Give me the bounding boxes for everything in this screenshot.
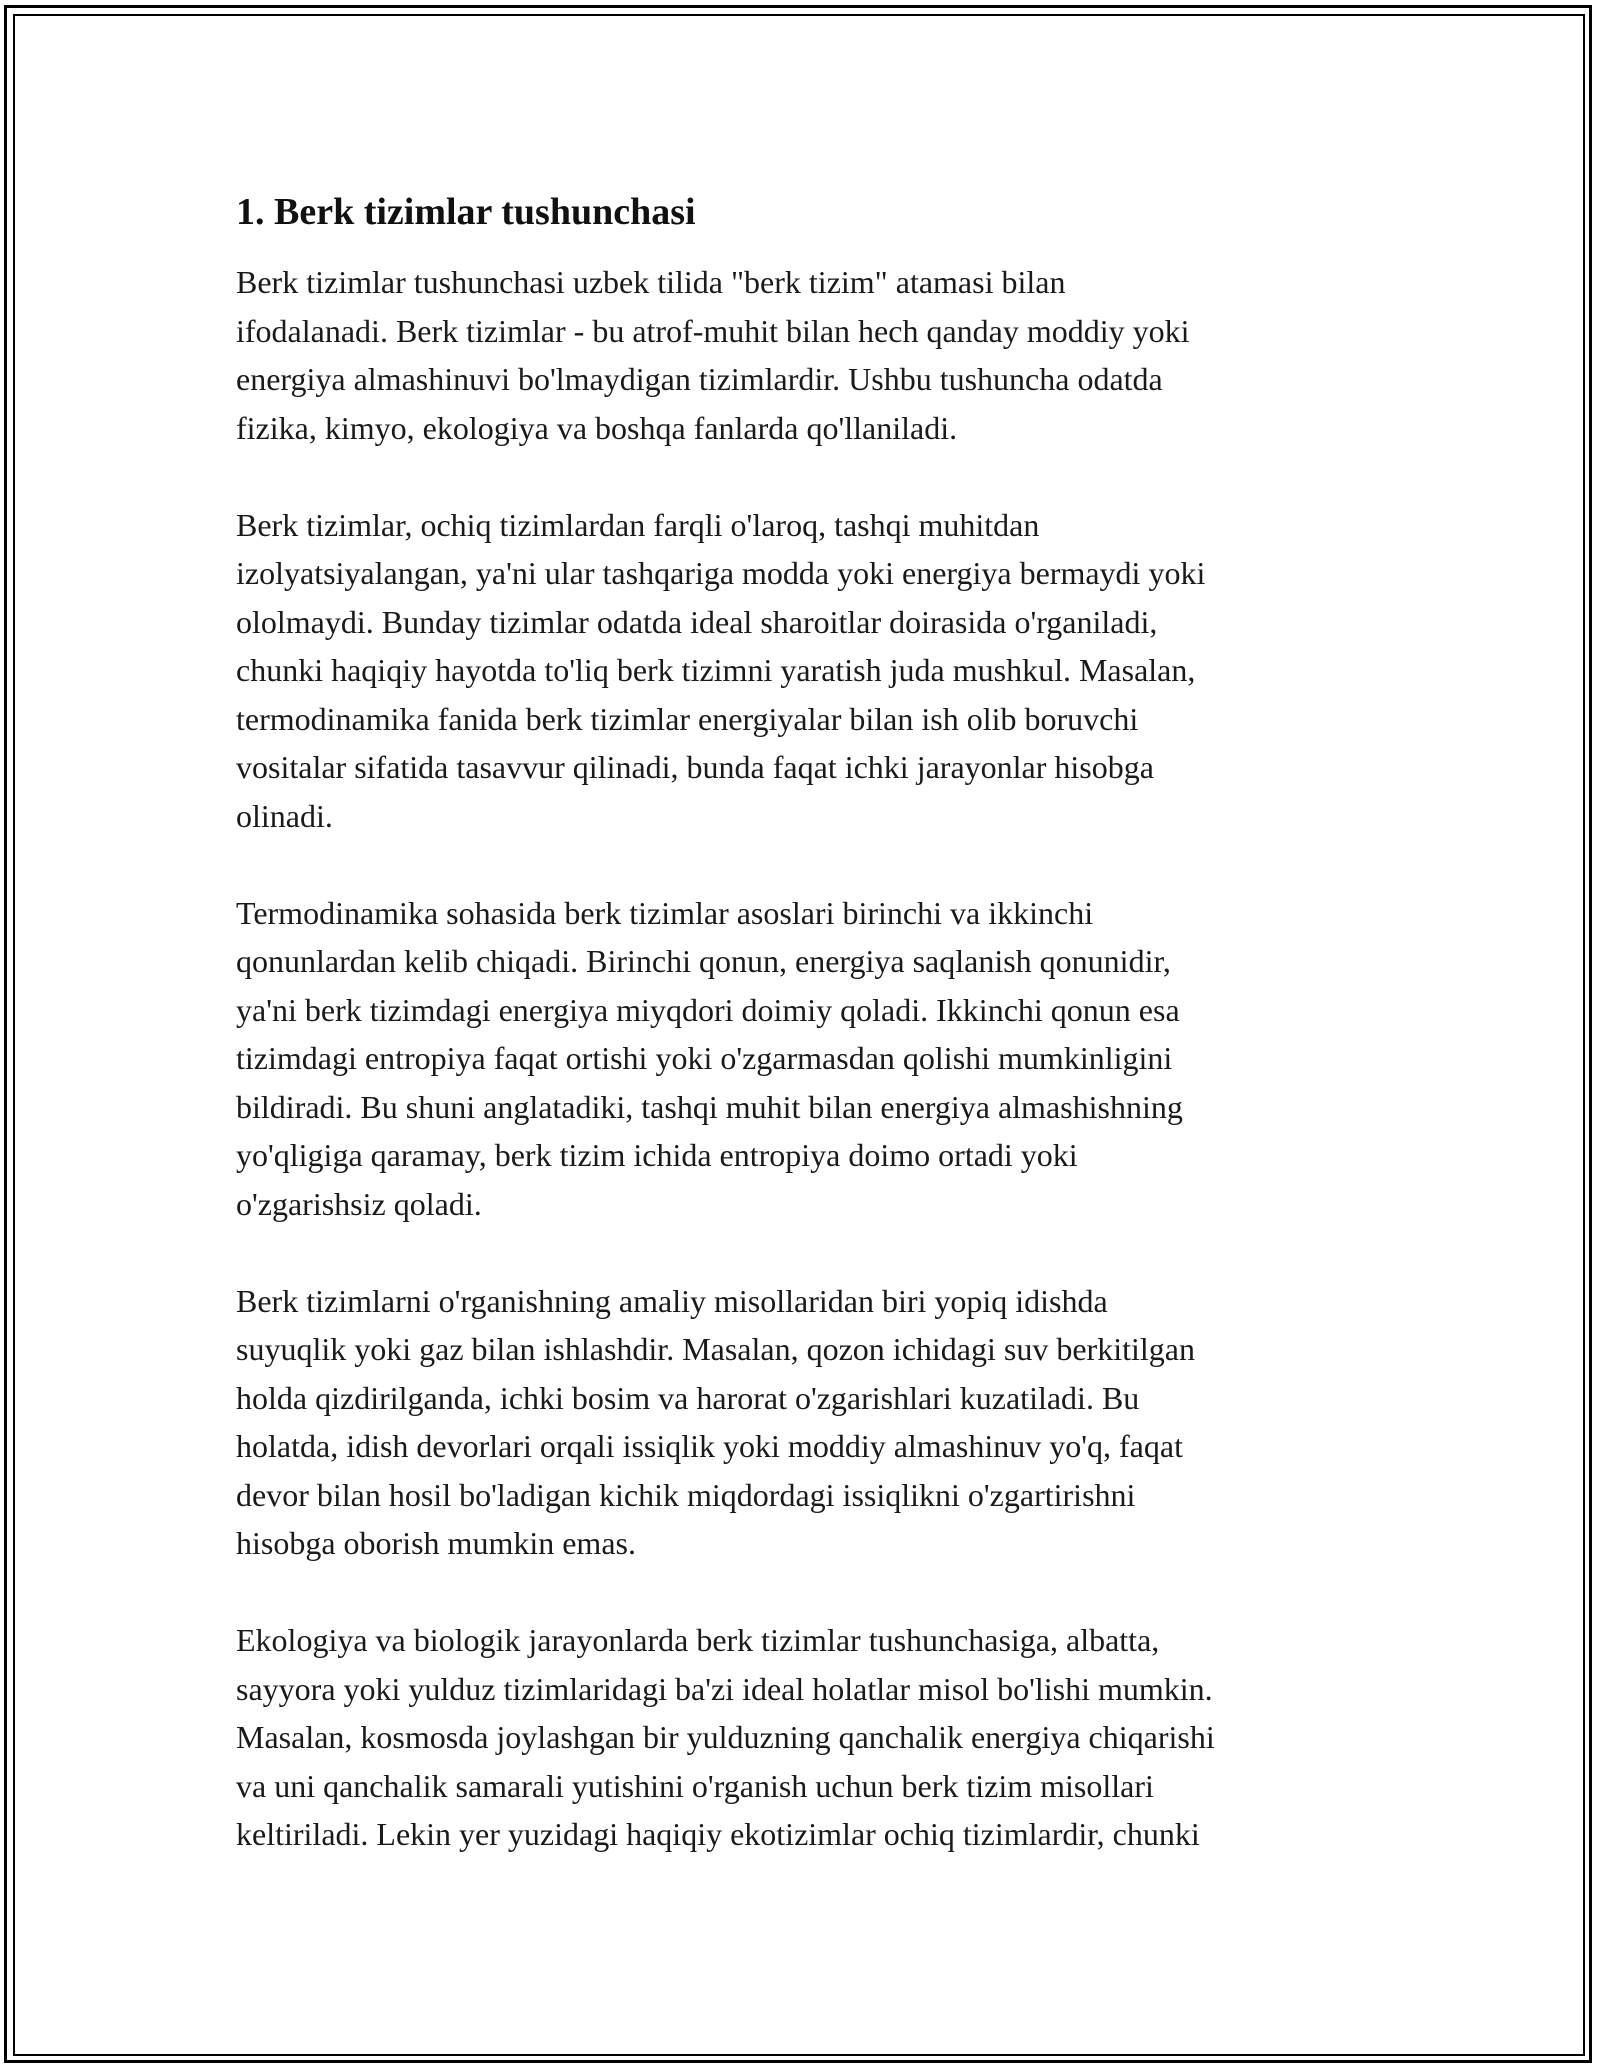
document-body	[236, 186, 1376, 1907]
body-paragraph	[236, 1616, 1376, 1859]
text-line: olinadi.	[236, 797, 333, 834]
paragraph-list	[236, 258, 1376, 1859]
text-line: chunki haqiqiy hayotda to'liq berk tizimni yaratish juda mushkul. Masalan,	[236, 652, 1196, 688]
text-line: ya'ni berk tizimdagi energiya miyqdori doimiy qoladi. Ikkinchi qonun esa	[236, 991, 1180, 1028]
text-line: ifodalanadi. Berk tizimlar - bu atrof-muhit bilan hech qanday moddiy yoki	[236, 312, 1190, 349]
text-line: Berk tizimlar tushunchasi uzbek tilida "berk tizim" atamasi bilan	[236, 264, 1066, 300]
text-line: izolyatsiyalangan, ya'ni ular tashqariga modda yoki energiya bermaydi yoki	[236, 555, 1206, 591]
text-line: qonunlardan kelib chiqadi. Birinchi qonun, energiya saqlanish qonunidir,	[236, 943, 1171, 979]
section-heading: 1. Berk tizimlar tushunchasi	[236, 191, 696, 233]
text-line: vositalar sifatida tasavvur qilinadi, bunda faqat ichki jarayonlar hisobga	[236, 749, 1154, 785]
text-line: Berk tizimlarni o'rganishning amaliy misollaridan biri yopiq idishda	[236, 1282, 1108, 1319]
text-line: energiya almashinuvi bo'lmaydigan tizimlardir. Ushbu tushuncha odatda	[236, 361, 1163, 397]
text-line: holda qizdirilganda, ichki bosim va harorat o'zgarishlari kuzatiladi. Bu	[236, 1379, 1140, 1416]
text-line: fizika, kimyo, ekologiya va boshqa fanlarda qo'llaniladi.	[236, 409, 958, 446]
text-line: suyuqlik yoki gaz bilan ishlashdir. Masalan, qozon ichidagi suv berkitilgan	[236, 1331, 1195, 1367]
text-line: o'zgarishsiz qoladi.	[236, 1185, 482, 1222]
text-line: ololmaydi. Bunday tizimlar odatda ideal sharoitlar doirasida o'rganiladi,	[236, 603, 1158, 640]
text-line: devor bilan hosil bo'ladigan kichik miqdordagi issiqlikni o'zgartirishni	[236, 1476, 1136, 1513]
text-line: yo'qligiga qaramay, berk tizim ichida entropiya doimo ortadi yoki	[236, 1137, 1078, 1173]
text-line: tizimdagi entropiya faqat ortishi yoki o'zgarmasdan qolishi mumkinligini	[236, 1040, 1173, 1076]
text-line: va uni qanchalik samarali yutishini o'rganish uchun berk tizim misollari	[236, 1767, 1154, 1804]
text-line: Ekologiya va biologik jarayonlarda berk tizimlar tushunchasiga, albatta,	[236, 1622, 1160, 1658]
body-paragraph	[236, 501, 1376, 841]
text-line: Berk tizimlar, ochiq tizimlardan farqli o'laroq, tashqi muhitdan	[236, 506, 1040, 543]
body-paragraph	[236, 889, 1376, 1229]
text-line: sayyora yoki yulduz tizimlaridagi ba'zi ideal holatlar misol bo'lishi mumkin.	[236, 1670, 1213, 1707]
text-line: hisobga oborish mumkin emas.	[236, 1525, 636, 1561]
text-line: termodinamika fanida berk tizimlar energiyalar bilan ish olib boruvchi	[236, 700, 1139, 737]
text-line: keltiriladi. Lekin yer yuzidagi haqiqiy ekotizimlar ochiq tizimlardir, chunki	[236, 1816, 1200, 1852]
body-paragraph	[236, 1277, 1376, 1568]
text-line: bildiradi. Bu shuni anglatadiki, tashqi muhit bilan energiya almashishning	[236, 1088, 1183, 1125]
text-line: Termodinamika sohasida berk tizimlar asoslari birinchi va ikkinchi	[236, 894, 1094, 931]
body-paragraph	[236, 258, 1376, 452]
text-line: holatda, idish devorlari orqali issiqlik yoki moddiy almashinuv yo'q, faqat	[236, 1428, 1183, 1464]
text-line: Masalan, kosmosda joylashgan bir yulduzning qanchalik energiya chiqarishi	[236, 1719, 1215, 1755]
